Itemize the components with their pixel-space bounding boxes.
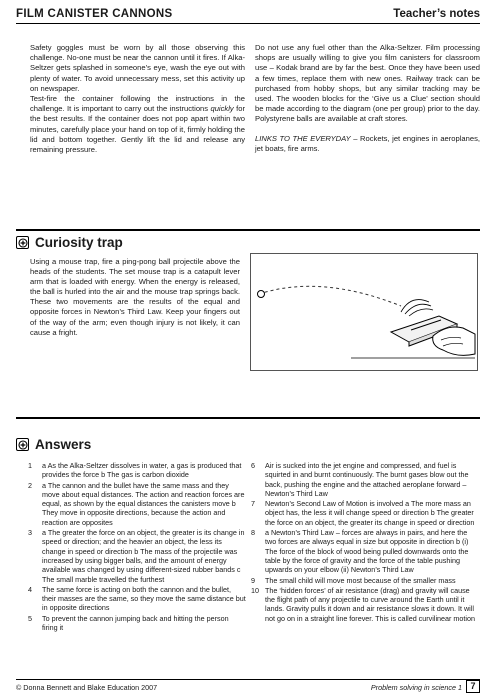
page-footer [16, 679, 480, 693]
answer-text: Air is sucked into the jet engine and compressed, and fuel is squirted in and burnt continuously. The burnt gases blow out the back, pushing the engine and the attached aeroplane forward – Newton’s Third Law [265, 461, 469, 498]
test-fire-paragraph: Test-fire the container following the instructions in the challenge. It is important to carry out the instructions quickly for the best results. If the container does not pop apart within two minutes, carefully place your hand on top of it, firmly holding the lid and bottom together. Gently lift the lid and release any remaining pressure. [30, 94, 245, 155]
answer-number: 3 [28, 528, 32, 538]
intro-right-column [255, 43, 480, 154]
answer-item [28, 614, 246, 633]
answer-number: 5 [28, 613, 32, 623]
curiosity-title: Curiosity trap [35, 235, 123, 250]
answer-item [28, 461, 246, 480]
answer-number: 1 [28, 461, 32, 470]
answer-text: a Newton’s Third Law – forces are always in pairs, and here the two forces are always equal in size but opposite in direction b (i) The force of the block of wood being pulled downwards onto the table by the force of gravity and the force of the table pushing upwards on your elbow (ii) Newton’s Third Law [265, 528, 469, 575]
answer-number: 2 [28, 480, 32, 490]
answer-item [251, 528, 479, 574]
fuel-paragraph: Do not use any fuel other than the Alka-Seltzer. Film processing shops are usually willing to give you film canisters for classroom use – Kodak brand are by far the best. Once they have been used a few times, replace them with new ones. Railway track can be purchased from hobby shops, but any similar tracking may be used. The wooden blocks for the ‘Give us a Clue’ section should be made according to the diagram (one per group) prior to the day. Polystyrene balls are available at craft stores. [255, 43, 480, 124]
emphasis-text: quickly [210, 104, 234, 114]
answer-text: The ‘hidden forces’ of air resistance (drag) and gravity will cause the flight path of any projectile to curve around the Earth until it lands. Gravity pulls it down and air resistance slows it down. It will not go on in a straight line forever. This is called curvilinear motion [265, 585, 476, 623]
everyday-links-label: LINKS TO THE EVERYDAY [255, 133, 351, 143]
answer-text: a The greater the force on an object, the greater is its change in speed or direction; and the heavier an object, the less its change in speed or direction b The mass of the projectile was increased by using bigger balls, and the amount of energy available was changed by using different-sized rubber bands c The small marble travelled the furthest [42, 528, 245, 584]
answer-item [251, 576, 479, 585]
answer-number: 6 [251, 461, 255, 470]
answer-item [251, 499, 479, 527]
answers-right-column [251, 461, 479, 624]
answer-number: 7 [251, 499, 255, 509]
answer-number: 4 [28, 584, 32, 594]
worksheet-title: FILM CANISTER CANNONS [16, 8, 173, 20]
mouse-trap-illustration [250, 253, 478, 371]
page-number: 7 [466, 680, 480, 693]
section-divider [16, 417, 480, 419]
curiosity-section-heading [16, 235, 123, 250]
answer-number: 10 [251, 585, 259, 595]
answer-text: To prevent the cannon jumping back and hitting the person firing it [42, 613, 229, 633]
teachers-notes-title: Teacher’s notes [393, 8, 480, 20]
answers-section-heading [16, 437, 91, 452]
copyright-text: © Donna Bennett and Blake Education 2007 [16, 683, 158, 692]
plus-circle-icon [16, 236, 29, 249]
everyday-links-paragraph [255, 134, 480, 154]
answer-text: a The cannon and the bullet have the same mass and they move about equal distances. The action and reaction forces are equal, as shown by the equal distances the canisters move b They move in opposite directions, because the action and reaction are opposites [42, 480, 245, 527]
answer-text: a As the Alka-Seltzer dissolves in water, a gas is produced that provides the force b The gas is carbon dioxide [42, 461, 242, 480]
answers-left-column [28, 461, 246, 633]
everyday-links-text: – Rockets, jet engines in aeroplanes, jet boats, fire arms. [255, 133, 481, 153]
answer-number: 8 [251, 528, 255, 538]
safety-paragraph: Safety goggles must be worn by all those observing this challenge. No-one must be near the cannon until it fires. If Alka-Seltzer gets splashed in someone’s eye, wash the eye out with plenty of water. To avoid unnecessary mess, set this activity up on newspaper. [30, 43, 245, 93]
curiosity-text: Using a mouse trap, fire a ping-pong ball projectile above the heads of the students. The set mouse trap is a catapult lever arm that is loaded with energy. When the energy is released, the ball is hurled into the air and the mouse trap springs back. These two movements are the results of the equal and opposite forces in Newton’s Third Law. Keep your fingers out of the way of the arm; even though injury is not likely, it can cause a fright. [30, 257, 240, 337]
answers-title: Answers [35, 437, 92, 452]
intro-left-column [30, 43, 245, 155]
answer-number: 9 [251, 575, 255, 585]
answer-item [28, 585, 246, 613]
answer-item [251, 586, 479, 623]
answer-item [251, 461, 479, 498]
answer-item [28, 528, 246, 584]
answer-text: The small child will move most because of the smaller mass [265, 575, 456, 585]
plus-circle-icon [16, 438, 29, 451]
answer-text: Newton’s Second Law of Motion is involved a The more mass an object has, the less it will change speed or direction b The greater the force on an object, the greater its change in speed or direction [265, 499, 475, 527]
section-divider [16, 229, 480, 231]
answer-item [28, 481, 246, 527]
answer-text: The same force is acting on both the cannon and the bullet, their masses are the same, so they move the same distance but in opposite directions [42, 584, 246, 613]
book-title: Problem solving in science 1 [370, 683, 462, 692]
page-header [16, 8, 480, 24]
